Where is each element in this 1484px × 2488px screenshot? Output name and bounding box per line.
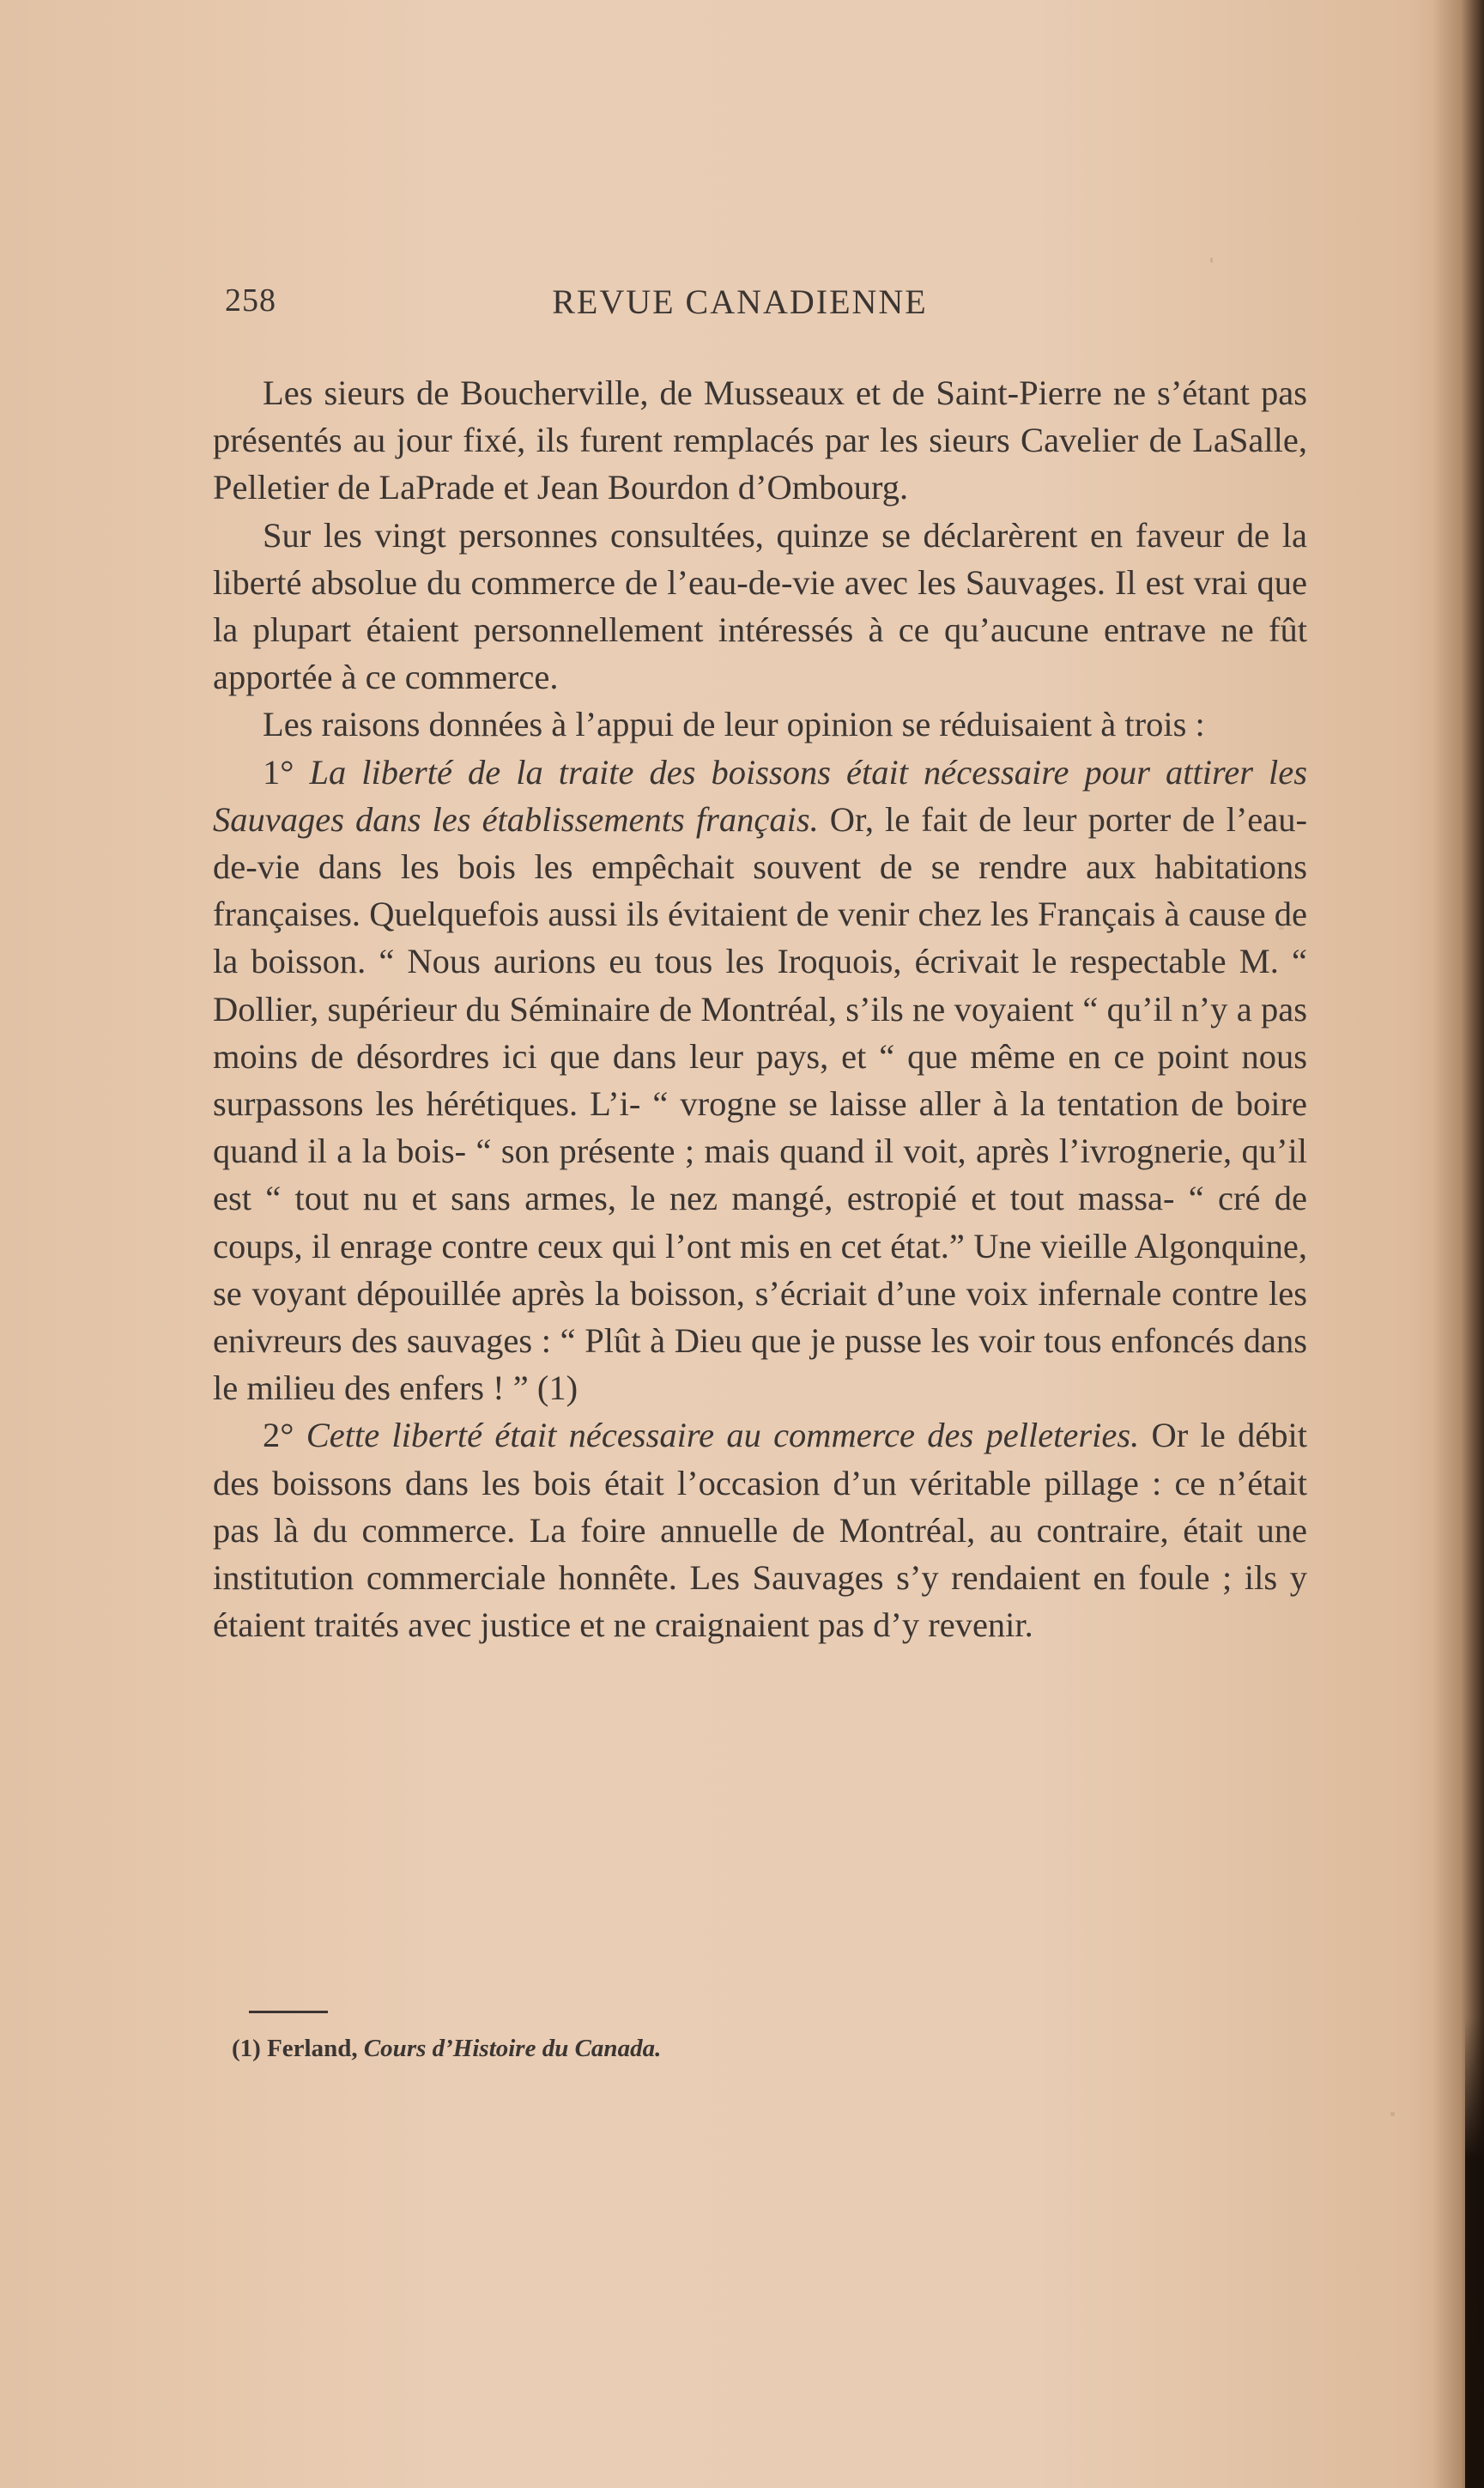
paper-speck [1390,2112,1395,2116]
paragraph [213,701,1307,748]
footnote-marker: (1) Ferland, [232,2035,358,2062]
text-run: Sur les vingt personnes consultées, quinze se déclarèrent en faveur de la liberté absolue du commerce de l’eau-de-vie avec les Sauvages. Il est vrai que la plupart étaient personnellement intéressés à ce qu’aucune entrave ne fût apportée à ce commerce. [213,515,1307,697]
paragraph [213,512,1307,701]
text-run: 2° [263,1416,306,1455]
text-run: Les sieurs de Boucherville, de Musseaux et de Saint-Pierre ne s’étant pas présentés au jour fixé, ils furent remplacés par les sieurs Cavelier de LaSalle, Pelletier de LaPrade et Jean Bourdon d’Ombourg. [213,373,1307,507]
page-number: 258 [225,282,276,319]
spine-edge [1465,2018,1484,2488]
paper-speck [1210,258,1213,263]
text-run: Les raisons données à l’appui de leur opinion se réduisaient à trois : [263,705,1205,744]
footnote [232,2033,1176,2064]
paragraph [213,369,1307,512]
paragraph [213,1411,1307,1648]
text-run: Or, le fait de leur porter de l’eau-de-vie dans les bois les empêchait souvent de se rendre aux habitations françaises. Quelquefois aussi ils évitaient de venir chez les Français à cause de la boisson. “ Nous aurions eu tous les Iroquois, écrivait le respectable M. “ Dollier, supérieur du Séminaire de Montréal, s’ils ne voyaient “ qu’il n’y a pas moins de désordres ici que dans leur pays, et “ que même en ce point nous surpassons les hérétiques. L’i- “ vrogne se laisse aller à la tentation de boire quand il a la bois- “ son présente ; mais quand il voit, après l’ivrognerie, qu’il est “ tout nu et sans armes, le nez mangé, estropié et tout massa- “ cré de coups, il enrage contre ceux qui l’ont mis en cet état.” Une vieille Algonquine, se voyant dépouillée après la boisson, s’écriait d’une voix infernale contre les enivreurs des sauvages : “ Plût à Dieu que je pusse les voir tous enfoncés dans le milieu des enfers ! ” (1) [213,799,1307,1408]
text-run: 1° [263,752,310,792]
paragraph [213,749,1307,1412]
italic-phrase: La liberté de la traite des boissons était nécessaire pour attirer les Sauvages dans les établissements français. [213,752,1308,839]
running-title: REVUE CANADIENNE [552,282,928,321]
italic-phrase: Cette liberté était nécessaire au commerce des pelleteries. [306,1416,1140,1455]
footnote-rule [249,2011,328,2013]
text-run: Or le débit des boissons dans les bois était l’occasion d’un véritable pillage : ce n’était pas là du commerce. La foire annuelle de Montréal, au contraire, était une institution commerciale honnête. Les Sauvages s’y rendaient en foule ; ils y étaient traités avec justice et ne craignaient pas d’y revenir. [213,1416,1307,1645]
body-text [213,369,1307,1648]
page-header [225,282,1332,325]
footnote-source: Cours d’Histoire du Canada. [363,2035,662,2062]
